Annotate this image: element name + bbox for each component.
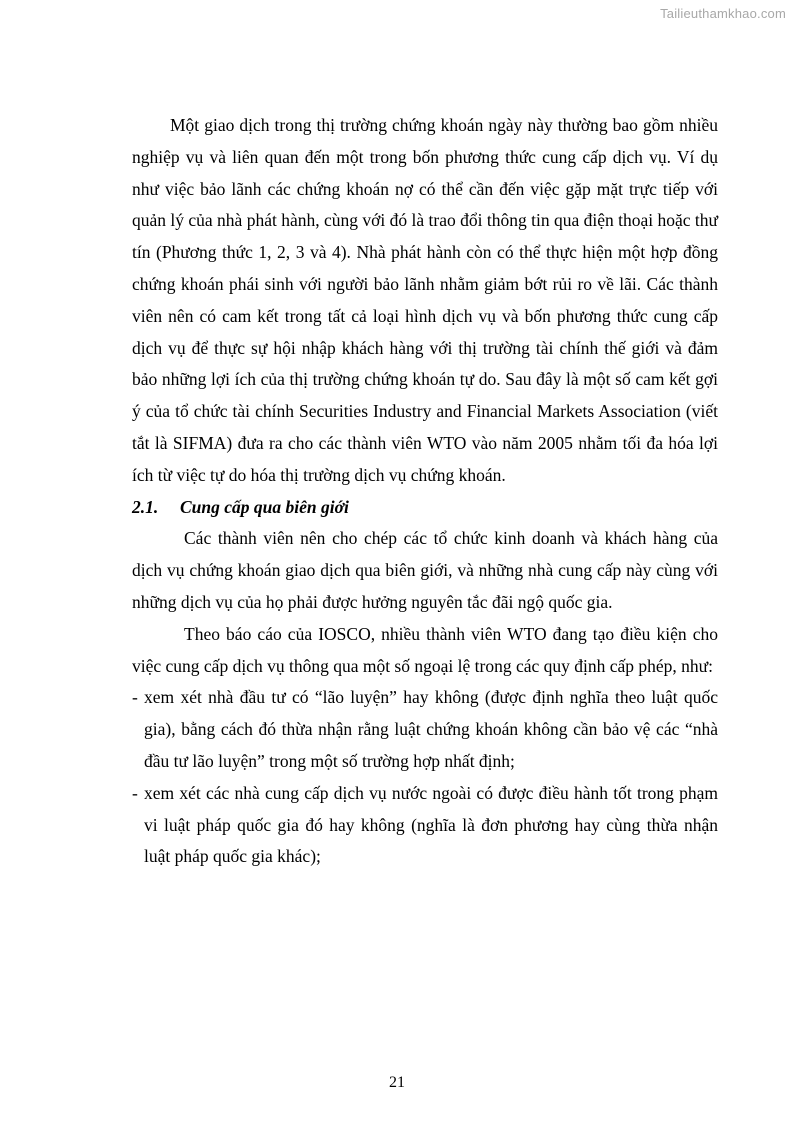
section-paragraph-1: Các thành viên nên cho chép các tổ chức kinh doanh và khách hàng của dịch vụ chứng khoán giao dịch qua biên giới, và những nhà cung cấp này cùng với những dịch vụ của họ phải được hưởng nguyên tắc đãi ngộ quốc gia. — [132, 528, 718, 612]
section-heading — [132, 492, 718, 524]
list-item — [132, 778, 718, 873]
page-content — [132, 110, 718, 873]
section-paragraph-2: Theo báo cáo của IOSCO, nhiều thành viên WTO đang tạo điều kiện cho việc cung cấp dịch vụ thông qua một số ngoại lệ trong các quy định cấp phép, như: — [132, 623, 718, 676]
intro-paragraph: Một giao dịch trong thị trường chứng khoán ngày này thường bao gồm nhiều nghiệp vụ và liên quan đến một trong bốn phương thức cung cấp dịch vụ. Ví dụ như việc bảo lãnh các chứng khoán nợ có thể cần đến việc gặp mặt trực tiếp với quản lý của nhà phát hành, cùng với đó là trao đổi thông tin qua điện thoại hoặc thư tín (Phương thức 1, 2, 3 và 4). Nhà phát hành còn có thể thực hiện một hợp đồng chứng khoán phái sinh với người bảo lãnh nhằm giảm bớt rủi ro về lãi. Các thành viên nên có cam kết trong tất cả loại hình dịch vụ và bốn phương thức cung cấp dịch vụ để thực sự hội nhập khách hàng với thị trường tài chính thế giới và đảm bảo những lợi ích của thị trường chứng khoán tự do. Sau đây là một số cam kết gợi ý của tổ chức tài chính Securities Industry and Financial Markets Association (viết tắt là SIFMA) đưa ra cho các thành viên WTO vào năm 2005 nhằm tối đa hóa lợi ích từ việc tự do hóa thị trường dịch vụ chứng khoán. — [132, 115, 718, 485]
page-number: 21 — [389, 1074, 405, 1091]
list-item-text: xem xét các nhà cung cấp dịch vụ nước ngoài có được điều hành tốt trong phạm vi luật pháp quốc gia đó hay không (nghĩa là đơn phương hay cùng thừa nhận luật pháp quốc gia khác); — [144, 782, 718, 867]
section-number: 2.1. — [132, 496, 159, 517]
bullet-marker: - — [132, 687, 138, 708]
section-title: Cung cấp qua biên giới — [180, 496, 349, 517]
list-item — [132, 682, 718, 777]
bullet-marker: - — [132, 782, 138, 803]
list-item-text: xem xét nhà đầu tư có “lão luyện” hay không (được định nghĩa theo luật quốc gia), bằng cách đó thừa nhận rằng luật chứng khoán không cần bảo vệ các “nhà đầu tư lão luyện” trong một số trường hợp nhất định; — [144, 687, 718, 771]
watermark: Tailieuthamkhao.com — [660, 6, 786, 21]
